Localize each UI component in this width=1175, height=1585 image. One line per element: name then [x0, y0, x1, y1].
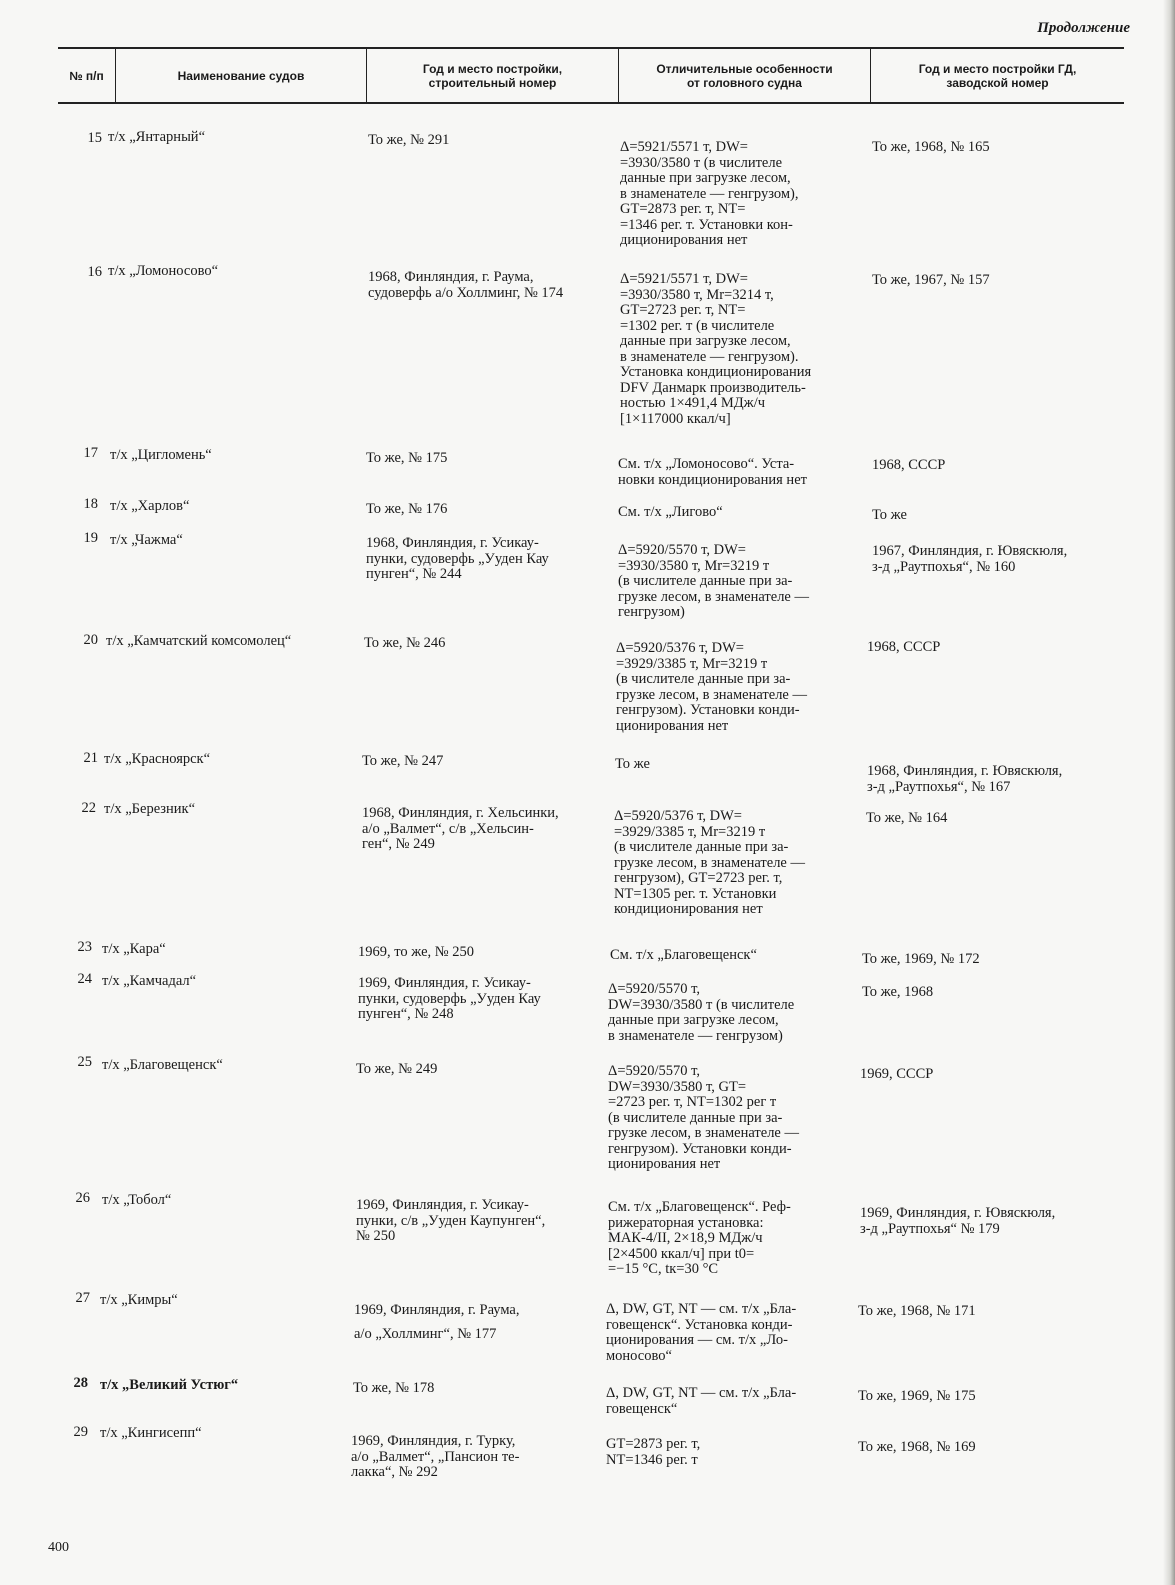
ship-name: т/х „Янтарный“	[108, 129, 206, 145]
engine-info: То же, 1969, № 175	[858, 1388, 976, 1404]
distinctive-features: См. т/х „Благовещенск“	[610, 947, 757, 963]
ship-name: т/х „Березник“	[104, 801, 196, 817]
distinctive-features: Δ=5920/5570 т, DW=3930/3580 т, GT= =2723 рег. т, NT=1302 рег т (в числителе данные при за- грузке лесом, в знаменателе — генгрузом). Установки конди- ционирования нет	[608, 1063, 799, 1172]
ship-name: т/х „Кара“	[102, 941, 166, 957]
row-number: 25	[77, 1054, 92, 1070]
ship-name: т/х „Камчадал“	[102, 973, 197, 989]
distinctive-features: Δ=5921/5571 т, DW= =3930/3580 т (в числителе данные при загрузке лесом, в знаменателе — генгрузом), GT=2873 рег. т, NT= =1346 рег. т. Установки кон- диционирования нет	[620, 139, 799, 248]
distinctive-features: См. т/х „Ломоносово“. Уста- новки кондиционирования нет	[618, 456, 807, 488]
column-header-features: Отличительные особенности от головного судна	[656, 62, 833, 90]
engine-info: 1967, Финляндия, г. Ювяскюля, з-д „Раутпохья“, № 160	[872, 543, 1068, 575]
page-binding-edge	[1163, 0, 1175, 1585]
page-number: 400	[48, 1540, 69, 1555]
distinctive-features: Δ=5920/5376 т, DW= =3929/3385 т, Mr=3219 т (в числителе данные при за- грузке лесом, в знаменателе — генгрузом), GT=2723 рег. т, NT=1305 рег. т. Установки кондиционирования нет	[614, 808, 805, 917]
build-info: 1968, Финляндия, г. Хельсинки, а/о „Валмет“, с/в „Хельсин- ген“, № 249	[362, 805, 559, 852]
build-info: То же, № 176	[366, 501, 448, 517]
engine-info: То же, 1969, № 172	[862, 951, 980, 967]
column-header-name: Наименование судов	[177, 69, 305, 83]
row-number: 21	[83, 750, 98, 766]
ship-name: т/х „Великий Устюг“	[100, 1377, 239, 1393]
row-number: 26	[75, 1190, 90, 1206]
column-header-built: Год и место постройки, строительный номер	[422, 62, 563, 90]
row-number: 20	[83, 632, 98, 648]
distinctive-features: Δ=5920/5570 т, DW= =3930/3580 т, Mr=3219 т (в числителе данные при за- грузке лесом, в знаменателе — генгрузом)	[618, 542, 809, 620]
distinctive-features: Δ, DW, GT, NT — см. т/х „Бла- говещенск“	[606, 1385, 797, 1417]
distinctive-features: То же	[615, 756, 650, 772]
engine-info: То же, 1967, № 157	[872, 272, 990, 288]
distinctive-features: Δ=5921/5571 т, DW= =3930/3580 т, Mr=3214 т, GT=2723 рег. т, NT= =1302 рег. т (в числителе данные при загрузке лесом, в знаменателе — генгрузом). Установка кондиционирования DFV Данмарк производитель- ностью 1×491,4 МДж/ч [1×117000 ккал/ч]	[620, 271, 812, 427]
row-number: 18	[83, 496, 98, 512]
engine-info: То же, 1968, № 171	[858, 1303, 976, 1319]
row-number: 15	[87, 130, 102, 146]
ship-name: т/х „Красноярск“	[104, 751, 211, 767]
ship-name: т/х „Благовещенск“	[102, 1057, 223, 1073]
build-info: То же, № 249	[356, 1061, 438, 1077]
engine-info: То же, 1968, № 169	[858, 1439, 976, 1455]
build-info: 1968, Финляндия, г. Раума, судоверфь а/о Холлминг, № 174	[368, 269, 564, 301]
build-info: То же, № 247	[362, 753, 444, 769]
engine-info: 1969, СССР	[860, 1066, 934, 1082]
row-number: 23	[77, 939, 92, 955]
engine-info: 1968, СССР	[867, 639, 941, 655]
ship-name: т/х „Цигломень“	[110, 447, 212, 463]
continuation-label: Продолжение	[1037, 20, 1130, 36]
header-top-rule	[58, 47, 1124, 49]
engine-info: То же	[872, 507, 907, 523]
distinctive-features: Δ, DW, GT, NT — см. т/х „Бла- говещенск“. Установка конди- ционирования — см. т/х „Ло- моносово“	[606, 1301, 797, 1364]
build-info: То же, № 175	[366, 450, 448, 466]
engine-info: То же, № 164	[866, 810, 948, 826]
row-number: 29	[73, 1424, 88, 1440]
build-info: То же, № 291	[368, 132, 450, 148]
build-info: 1968, Финляндия, г. Усикау- пунки, судоверфь „Ууден Кау пунген“, № 244	[366, 535, 549, 582]
distinctive-features: Δ=5920/5376 т, DW= =3929/3385 т, Mr=3219 т (в числителе данные при за- грузке лесом, в знаменателе — генгрузом). Установки конди- ционирования нет	[616, 640, 807, 734]
distinctive-features: См. т/х „Благовещенск“. Реф- рижераторная установка: МАК-4/II, 2×18,9 МДж/ч [2×4500 ккал/ч] при t0= =−15 °С, tк=30 °С	[608, 1199, 791, 1277]
row-number: 28	[73, 1375, 88, 1391]
build-info: 1969, Финляндия, г. Усикау- пунки, судоверфь „Ууден Кау пунген“, № 248	[358, 975, 541, 1022]
row-number: 27	[75, 1290, 90, 1306]
build-info: 1969, Финляндия, г. Турку, а/о „Валмет“, „Пансион те- лакка“, № 292	[351, 1433, 520, 1480]
distinctive-features: Δ=5920/5570 т, DW=3930/3580 т (в числителе данные при загрузке лесом, в знаменателе — генгрузом)	[608, 981, 795, 1044]
ship-name: т/х „Камчатский комсомолец“	[106, 633, 292, 649]
distinctive-features: GT=2873 рег. т, NT=1346 рег. т	[606, 1436, 701, 1468]
row-number: 17	[83, 445, 98, 461]
build-info: 1969, то же, № 250	[358, 944, 474, 960]
column-header-number: № п/п	[69, 69, 104, 83]
engine-info: 1969, Финляндия, г. Ювяскюля, з-д „Раутпохья“ № 179	[860, 1205, 1056, 1237]
row-number: 16	[87, 264, 102, 280]
column-header-engine: Год и место постройки ГД, заводской номер	[918, 62, 1077, 90]
engine-info: 1968, СССР	[872, 457, 946, 473]
ship-name: т/х „Чажма“	[110, 532, 183, 548]
row-number: 24	[77, 971, 92, 987]
ship-name: т/х „Тобол“	[102, 1192, 172, 1208]
ship-name: т/х „Кингисепп“	[100, 1425, 202, 1441]
engine-info: То же, 1968	[862, 984, 934, 1000]
build-info: 1969, Финляндия, г. Усикау- пунки, с/в „Ууден Каупунген“, № 250	[356, 1197, 546, 1244]
engine-info: То же, 1968, № 165	[872, 139, 990, 155]
row-number: 19	[83, 530, 98, 546]
row-number: 22	[81, 800, 96, 816]
ship-name: т/х „Харлов“	[110, 498, 190, 514]
header-bottom-rule	[58, 102, 1124, 104]
engine-info: 1968, Финляндия, г. Ювяскюля, з-д „Раутпохья“, № 167	[867, 763, 1063, 795]
ship-name: т/х „Кимры“	[100, 1292, 178, 1308]
distinctive-features: См. т/х „Лиговo“	[618, 504, 723, 520]
build-info: 1969, Финляндия, г. Раума, а/о „Холлминг“, № 177	[354, 1302, 520, 1342]
build-info: То же, № 178	[353, 1380, 435, 1396]
ship-name: т/х „Ломоносово“	[108, 263, 219, 279]
build-info: То же, № 246	[364, 635, 446, 651]
